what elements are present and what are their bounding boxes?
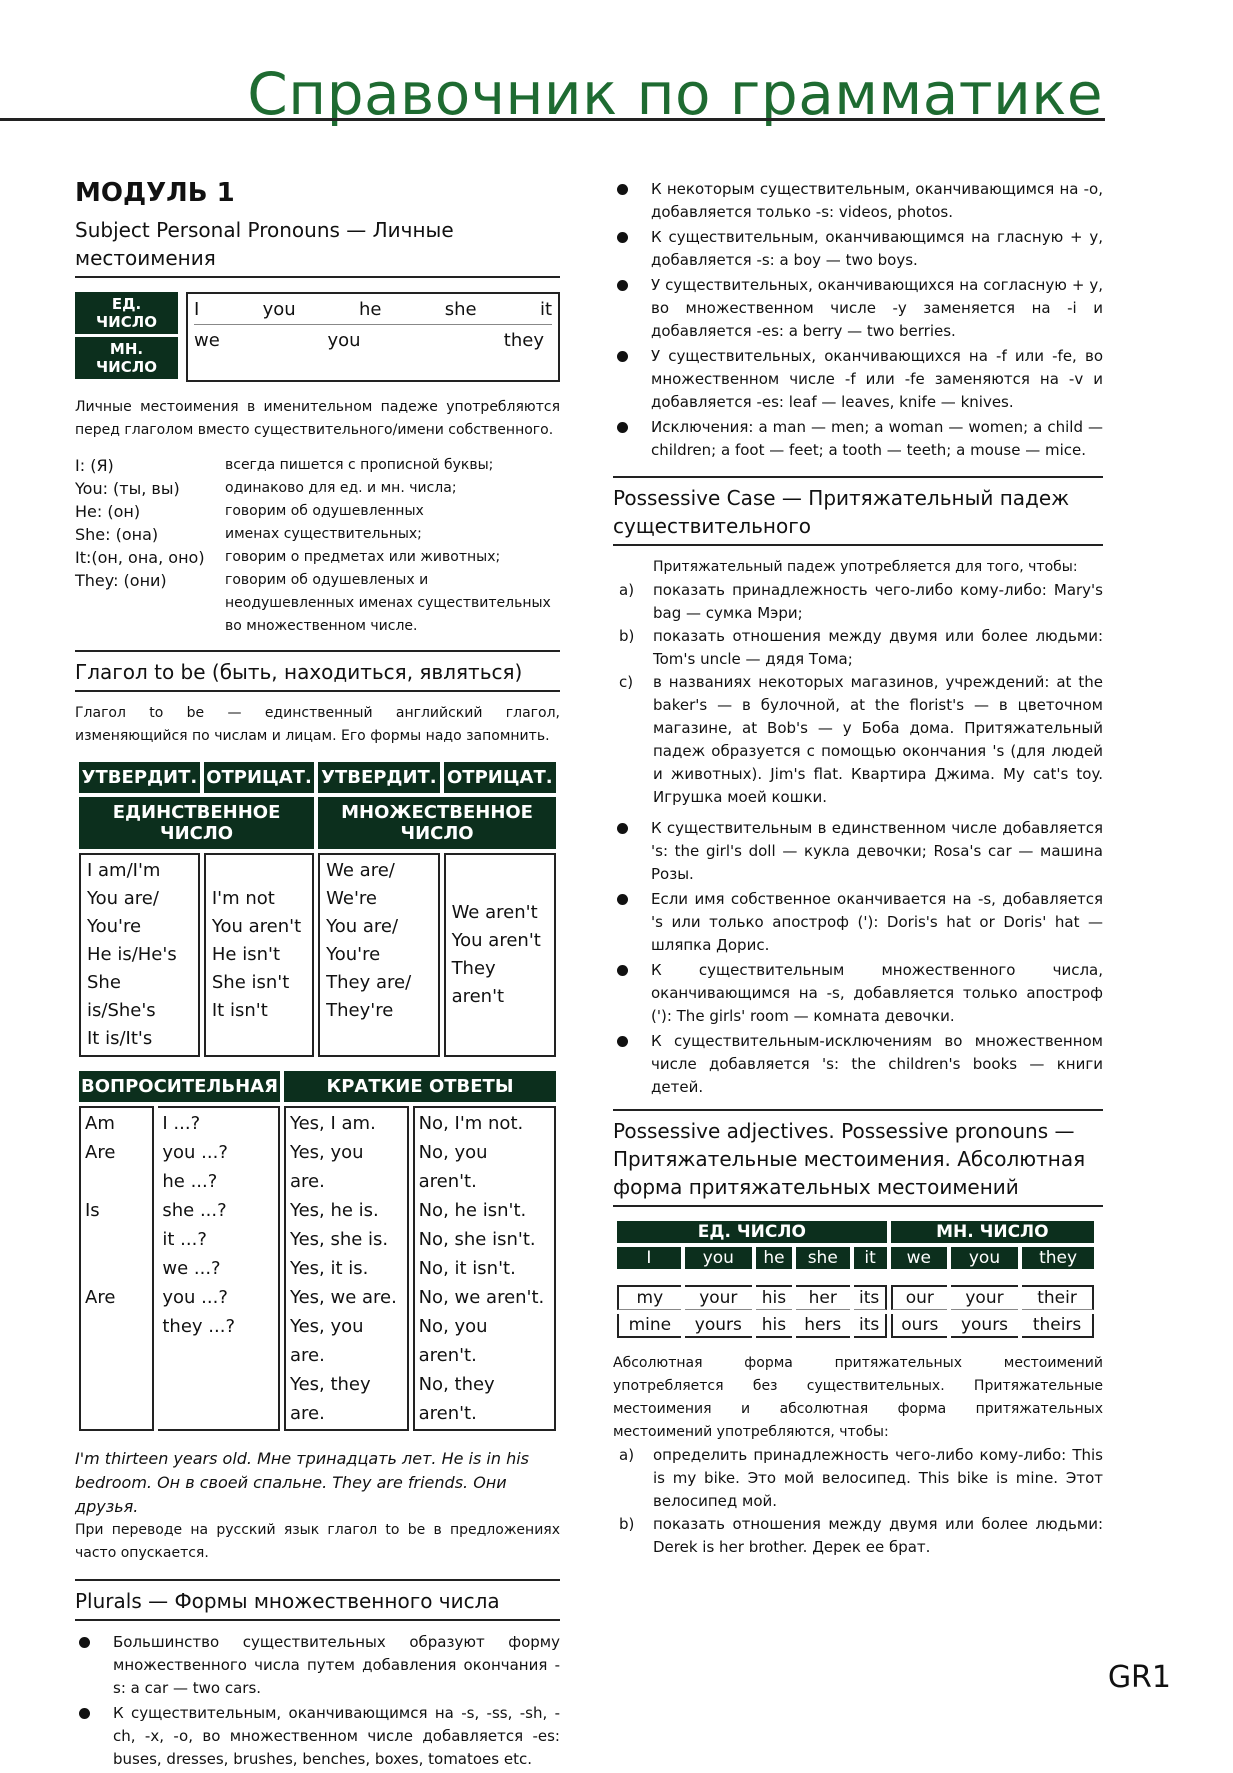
possessive-case-intro: Притяжательный падеж употребляется для того, чтобы: <box>653 559 1078 575</box>
def-value: всегда пишется с прописной буквы; <box>225 457 494 473</box>
plurals-list <box>75 1631 560 1771</box>
pronoun: it <box>539 298 552 320</box>
plural-affirmative-cell <box>318 853 439 1057</box>
subject: we ...? <box>162 1258 221 1279</box>
list-item <box>613 1444 1103 1513</box>
form: He isn't <box>211 944 280 965</box>
no-answer: No, we aren't. <box>418 1287 545 1308</box>
item-marker: c) <box>619 673 634 691</box>
possessive-pronoun: theirs <box>1022 1314 1094 1338</box>
subject: they ...? <box>162 1316 236 1337</box>
pronoun: he <box>358 298 382 320</box>
no-answers-cell <box>413 1106 556 1431</box>
possessive-pronoun: its <box>854 1314 887 1338</box>
pronoun: it <box>854 1247 887 1269</box>
subject: it ...? <box>162 1229 207 1250</box>
no-answer: No, she isn't. <box>418 1229 536 1250</box>
header-plural: МНОЖЕСТВЕННОЕ ЧИСЛО <box>318 797 556 849</box>
form: She isn't <box>211 972 290 993</box>
yes-answer: Yes, they are. <box>289 1374 371 1424</box>
possessive-adjective: my <box>617 1285 681 1310</box>
yes-answer: Yes, you are. <box>289 1316 364 1366</box>
form: I'm not <box>211 888 275 909</box>
header-affirmative: УТВЕРДИТ. <box>318 762 439 793</box>
yes-answer: Yes, she is. <box>289 1229 389 1250</box>
def-value: говорим об одушевленных <box>225 503 424 519</box>
right-column <box>613 178 1103 1559</box>
form: It is/It's <box>87 1028 153 1049</box>
form: They aren't <box>451 958 505 1007</box>
def-key: You: (ты, вы) <box>75 479 180 498</box>
possessive-pronoun: yours <box>685 1314 752 1338</box>
verb: Are <box>85 1287 116 1308</box>
pronoun: they <box>503 329 544 351</box>
list-item: Если имя собственное оканчивается на -s, добавляется 's или только апостроф ('): Doris's hat or Doris' hat — шляпка Дорис. <box>613 888 1103 957</box>
possessive-case-rules <box>613 817 1103 1099</box>
form: We aren't <box>451 902 538 923</box>
header-singular: ЕДИНСТВЕННОЕ ЧИСЛО <box>79 797 314 849</box>
plurals-heading: Plurals — Формы множественного числа <box>75 1579 560 1621</box>
no-answer: No, he isn't. <box>418 1200 527 1221</box>
possessive-pronoun: mine <box>617 1314 681 1338</box>
subject-pronouns-intro: Личные местоимения в именительном падеже употребляются перед глаголом вместо существительного/имени собственного. <box>75 399 560 438</box>
possessive-adjective: your <box>951 1285 1018 1310</box>
item-text: показать отношения между двумя или более людьми: Tom's uncle — дядя Тома; <box>653 627 1103 668</box>
form: You're <box>87 916 142 937</box>
possessive-adjective: our <box>891 1285 947 1310</box>
pronoun: he <box>756 1247 792 1269</box>
def-value: говорим о предметах или животных; <box>225 549 501 565</box>
no-answer: No, you aren't. <box>418 1316 488 1366</box>
item-marker: a) <box>619 1446 635 1464</box>
possessive-pronoun: his <box>756 1314 792 1338</box>
yes-answer: Yes, you are. <box>289 1142 364 1192</box>
to-be-forms-table <box>75 758 560 1061</box>
title-rule <box>0 118 1105 121</box>
possessive-pronoun: yours <box>951 1314 1018 1338</box>
list-item: К существительным-исключениям во множественном числе добавляется 's: the children's books — книги детей. <box>613 1030 1103 1099</box>
no-answer: No, it isn't. <box>418 1258 516 1279</box>
left-column <box>75 178 560 1773</box>
pronoun: she <box>444 298 477 320</box>
header-negative: ОТРИЦАТ. <box>444 762 556 793</box>
item-marker: b) <box>619 1515 635 1533</box>
possessive-case-uses <box>613 579 1103 809</box>
pronoun: you <box>327 329 361 351</box>
page-title: Справочник по грамматике <box>247 60 1103 128</box>
form: You are/ <box>87 888 159 909</box>
yes-answer: Yes, he is. <box>289 1200 379 1221</box>
singular-negative-cell <box>204 853 314 1057</box>
item-text: показать отношения между двумя или более людьми: Derek is her brother. Дерек ее брат. <box>653 1515 1103 1556</box>
form: We are/ <box>326 860 395 881</box>
possessive-table <box>613 1217 1098 1342</box>
form: You aren't <box>211 916 302 937</box>
header-affirmative: УТВЕРДИТ. <box>79 762 200 793</box>
pronoun: you <box>685 1247 752 1269</box>
plural-row <box>194 325 552 355</box>
def-value: одинаково для ед. и мн. числа; <box>225 480 457 496</box>
form: She is/She's <box>87 972 156 1021</box>
header-plural: МН. ЧИСЛО <box>891 1221 1094 1243</box>
singular-affirmative-cell <box>79 853 200 1057</box>
pronoun: they <box>1022 1247 1094 1269</box>
header-short-answers: КРАТКИЕ ОТВЕТЫ <box>284 1071 556 1102</box>
plural-negative-cell <box>444 853 556 1057</box>
list-item: К существительным множественного числа, оканчивающимся на -s, добавляется только апостроф ('): The girls' room — комната девочки. <box>613 959 1103 1028</box>
list-item: Большинство существительных образуют форму множественного числа путем добавления окончания -s: a car — two cars. <box>75 1631 560 1700</box>
list-item: У существительных, оканчивающихся на согласную + y, во множественном числе -y заменяется на -i и добавляется -es: a berry — two berries. <box>613 274 1103 343</box>
def-key: They: (они) <box>75 571 167 590</box>
yes-answer: Yes, I am. <box>289 1113 376 1134</box>
pronoun-definitions <box>75 454 560 638</box>
label-plural: МН. ЧИСЛО <box>75 337 178 379</box>
possessive-pronouns-uses <box>613 1444 1103 1559</box>
form: You're <box>326 944 381 965</box>
subject-pronouns-heading: Subject Personal Pronouns — Личные местоимения <box>75 216 560 278</box>
verb: Am <box>85 1113 115 1134</box>
header-interrogative: ВОПРОСИТЕЛЬНАЯ <box>79 1071 280 1102</box>
to-be-intro: Глагол to be — единственный английский глагол, изменяющийся по числам и лицам. Его формы надо запомнить. <box>75 705 560 744</box>
form: I am/I'm <box>87 860 161 881</box>
header-singular: ЕД. ЧИСЛО <box>617 1221 887 1243</box>
list-item <box>613 1513 1103 1559</box>
subject-cell <box>158 1106 280 1431</box>
list-item: К существительным, оканчивающимся на -s, -ss, -sh, -ch, -x, -o, во множественном числе добавляется -es: buses, dresses, brushes, benches, boxes, tomatoes etc. <box>75 1702 560 1771</box>
list-item: К некоторым существительным, оканчивающимся на -o, добавляется только -s: videos, photos. <box>613 178 1103 224</box>
form: He is/He's <box>87 944 177 965</box>
verb-cell <box>79 1106 154 1431</box>
item-marker: a) <box>619 581 635 599</box>
module-heading: МОДУЛЬ 1 <box>75 178 235 208</box>
possessive-pronoun: hers <box>796 1314 850 1338</box>
def-key: I: (Я) <box>75 456 114 475</box>
possessive-adjective: their <box>1022 1285 1094 1310</box>
yes-answer: Yes, we are. <box>289 1287 397 1308</box>
item-text: в названиях некоторых магазинов, учреждений: at the baker's — в булочной, at the florist's — в цветочном магазине, at Bob's — у Боба дома. Притяжательный падеж образуется с помощью окончания 's (для людей и животных). Jim's flat. Квартира Джима. My cat's toy. Игрушка моей кошки. <box>653 673 1103 806</box>
possessive-adjectives-heading: Possessive adjectives. Possessive pronouns — Притяжательные местоимения. Абсолютная форма притяжательных местоимений <box>613 1109 1103 1207</box>
form: It isn't <box>211 1000 268 1021</box>
def-key: It:(он, она, оно) <box>75 548 205 567</box>
possessive-adjective: its <box>854 1285 887 1310</box>
list-item <box>613 579 1103 625</box>
possessive-pronouns-intro: Абсолютная форма притяжательных местоимений употребляется без существительных. Притяжательные местоимения и абсолютная форма притяжательных местоимений употребляются, чтобы: <box>613 1355 1103 1440</box>
page-number: GR1 <box>1107 1660 1171 1695</box>
verb: Is <box>85 1200 100 1221</box>
list-item <box>613 625 1103 671</box>
possessive-adjective: her <box>796 1285 850 1310</box>
no-answer: No, you aren't. <box>418 1142 488 1192</box>
label-singular: ЕД. ЧИСЛО <box>75 292 178 334</box>
verb: Are <box>85 1142 116 1163</box>
subject-pronouns-table <box>75 292 560 382</box>
def-key: He: (он) <box>75 502 141 521</box>
pronoun: we <box>194 329 220 351</box>
item-marker: b) <box>619 627 635 645</box>
subject: she ...? <box>162 1200 227 1221</box>
form: They're <box>326 1000 394 1021</box>
possessive-pronoun: ours <box>891 1314 947 1338</box>
yes-answers-cell <box>284 1106 409 1431</box>
pronoun: she <box>796 1247 850 1269</box>
subject: you ...? <box>162 1142 228 1163</box>
possessive-adjective: his <box>756 1285 792 1310</box>
form: We're <box>326 888 377 909</box>
list-item: К существительным в единственном числе добавляется 's: the girl's doll — кукла девочки; Rosa's car — машина Розы. <box>613 817 1103 886</box>
subject: he ...? <box>162 1171 218 1192</box>
pronoun: we <box>891 1247 947 1269</box>
possessive-adjective: your <box>685 1285 752 1310</box>
plurals-continued-list <box>613 178 1103 462</box>
item-text: определить принадлежность чего-либо кому-либо: This is my bike. Это мой велосипед. This bike is mine. Этот велосипед мой. <box>653 1446 1103 1510</box>
pronoun: I <box>617 1247 681 1269</box>
subject: I ...? <box>162 1113 201 1134</box>
pronoun: I <box>194 298 200 320</box>
form: You are/ <box>326 916 399 937</box>
to-be-heading: Глагол to be (быть, находиться, являться) <box>75 650 560 692</box>
list-item: У существительных, оканчивающихся на -f или -fe, во множественном числе -f или -fe заменяются на -v и добавляется -es: leaf — leaves, knife — knives. <box>613 345 1103 414</box>
pronoun: you <box>262 298 296 320</box>
yes-answer: Yes, it is. <box>289 1258 369 1279</box>
header-negative: ОТРИЦАТ. <box>204 762 314 793</box>
to-be-note: При переводе на русский язык глагол to be в предложениях часто опускается. <box>75 1522 560 1561</box>
form: They are/ <box>326 972 412 993</box>
item-text: показать принадлежность чего-либо кому-либо: Mary's bag — сумка Мэри; <box>653 581 1103 622</box>
def-value: именах существительных; <box>225 526 422 542</box>
pronoun: you <box>951 1247 1018 1269</box>
list-item: К существительным, оканчивающимся на гласную + y, добавляется -s: a boy — two boys. <box>613 226 1103 272</box>
list-item <box>613 671 1103 809</box>
form: You aren't <box>451 930 541 951</box>
no-answer: No, I'm not. <box>418 1113 524 1134</box>
questions-table <box>75 1067 560 1435</box>
subject: you ...? <box>162 1287 228 1308</box>
to-be-example: I'm thirteen years old. Мне тринадцать лет. He is in his bedroom. Он в своей спальне. They are friends. Они друзья. <box>75 1449 530 1516</box>
def-key: She: (она) <box>75 525 159 544</box>
no-answer: No, they aren't. <box>418 1374 495 1424</box>
singular-row <box>194 294 552 325</box>
list-item: Исключения: a man — men; a woman — women; a child — children; a foot — feet; a tooth — teeth; a mouse — mice. <box>613 416 1103 462</box>
def-value: говорим об одушевленых и неодушевленных именах существительных во множественном числе. <box>225 572 551 634</box>
possessive-case-heading: Possessive Case — Притяжательный падеж существительного <box>613 476 1103 546</box>
